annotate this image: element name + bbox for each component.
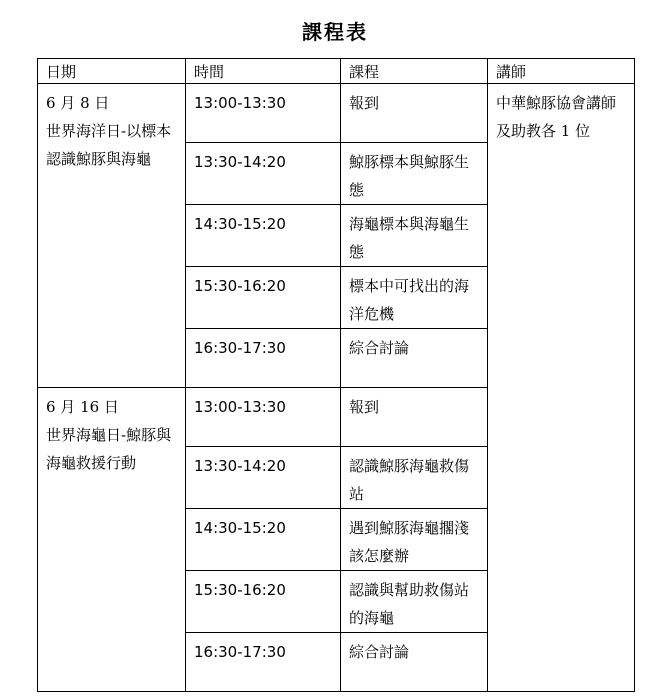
teacher-cell: 中華鯨豚協會講師及助教各 1 位 bbox=[488, 84, 635, 692]
date-cell bbox=[38, 84, 186, 388]
schedule-table bbox=[37, 58, 635, 692]
course-cell: 遇到鯨豚海龜擱淺該怎麼辦 bbox=[341, 509, 488, 571]
day-theme: 世界海洋日-以標本認識鯨豚與海龜 bbox=[46, 122, 172, 168]
course-cell: 報到 bbox=[341, 84, 488, 143]
course-cell: 鯨豚標本與鯨豚生態 bbox=[341, 143, 488, 205]
course-cell: 認識與幫助救傷站的海龜 bbox=[341, 571, 488, 633]
header-date: 日期 bbox=[38, 59, 186, 84]
table-header-row bbox=[38, 59, 635, 84]
time-cell: 13:30-14:20 bbox=[186, 143, 341, 205]
time-cell: 16:30-17:30 bbox=[186, 329, 341, 388]
date-label: 6 月 8 日 bbox=[46, 94, 110, 112]
header-time: 時間 bbox=[186, 59, 341, 84]
time-cell: 16:30-17:30 bbox=[186, 633, 341, 692]
day-theme: 世界海龜日-鯨豚與海龜救援行動 bbox=[46, 426, 172, 472]
course-cell: 認識鯨豚海龜救傷站 bbox=[341, 447, 488, 509]
table-row bbox=[38, 84, 635, 143]
course-cell: 標本中可找出的海洋危機 bbox=[341, 267, 488, 329]
date-cell bbox=[38, 388, 186, 692]
page-title: 課程表 bbox=[302, 20, 368, 44]
time-cell: 14:30-15:20 bbox=[186, 205, 341, 267]
time-cell: 15:30-16:20 bbox=[186, 571, 341, 633]
course-cell: 海龜標本與海龜生態 bbox=[341, 205, 488, 267]
header-course: 課程 bbox=[341, 59, 488, 84]
header-teacher: 講師 bbox=[488, 59, 635, 84]
time-cell: 15:30-16:20 bbox=[186, 267, 341, 329]
time-cell: 13:30-14:20 bbox=[186, 447, 341, 509]
time-cell: 13:00-13:30 bbox=[186, 388, 341, 447]
date-label: 6 月 16 日 bbox=[46, 398, 119, 416]
time-cell: 14:30-15:20 bbox=[186, 509, 341, 571]
course-cell: 綜合討論 bbox=[341, 329, 488, 388]
course-cell: 報到 bbox=[341, 388, 488, 447]
course-cell: 綜合討論 bbox=[341, 633, 488, 692]
time-cell: 13:00-13:30 bbox=[186, 84, 341, 143]
